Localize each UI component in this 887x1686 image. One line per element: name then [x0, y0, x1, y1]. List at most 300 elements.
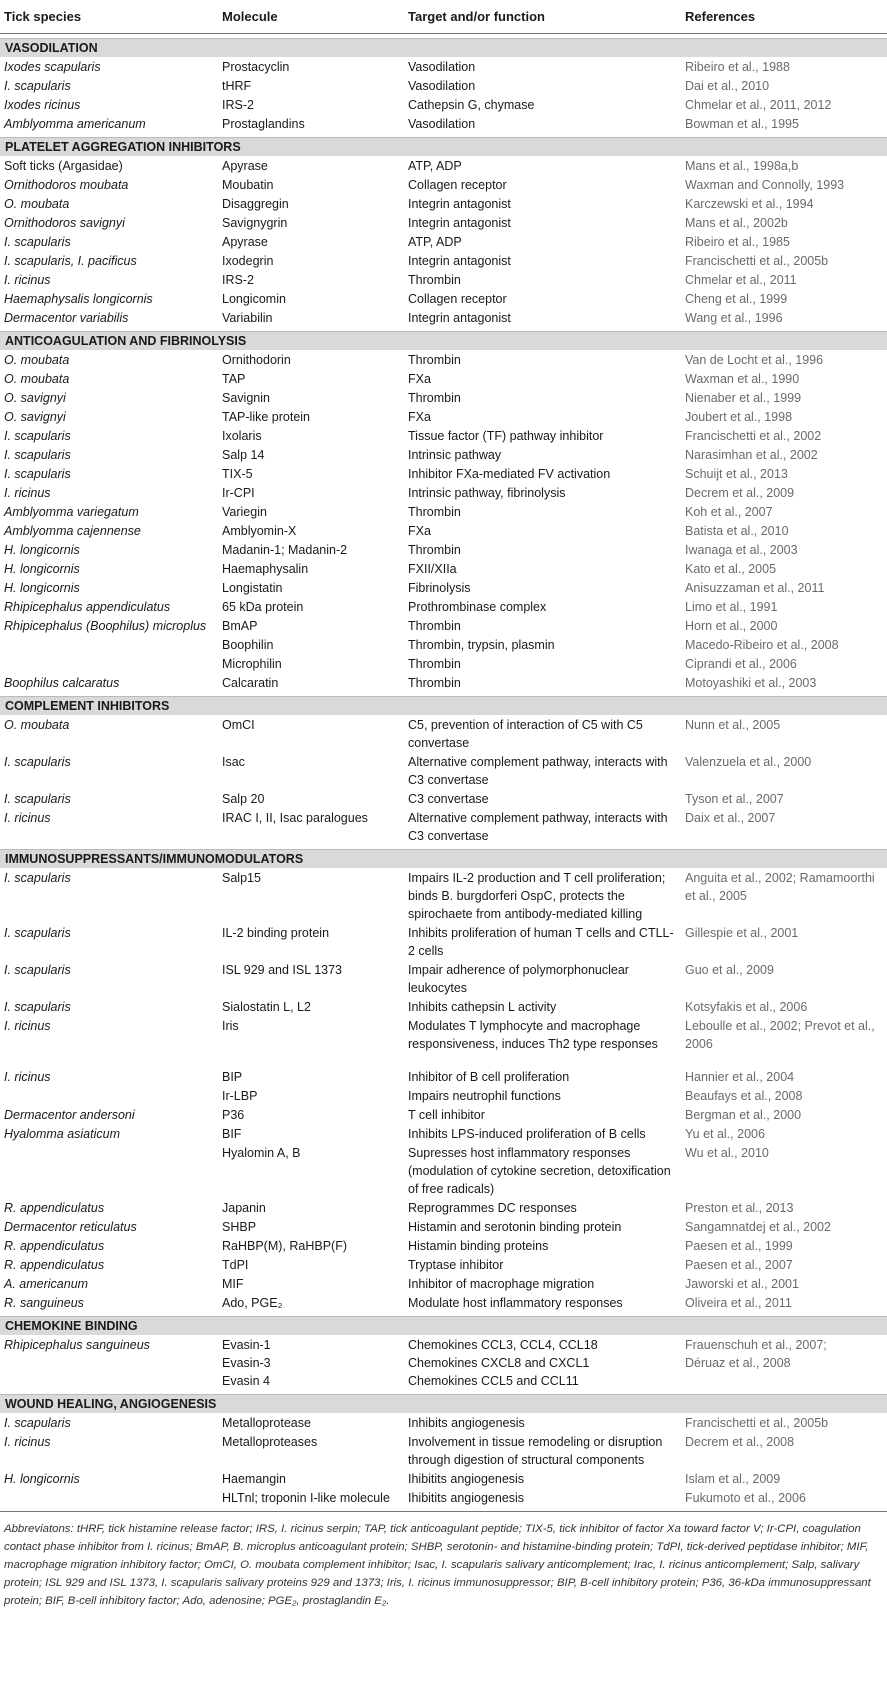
species-cell: Haemaphysalis longicornis — [4, 292, 153, 306]
species-cell: I. scapularis — [4, 79, 71, 93]
table-row — [0, 1274, 887, 1293]
reference-cell: Motoyashiki et al., 2003 — [685, 676, 817, 690]
species-cell: Hyalomma asiaticum — [4, 1127, 121, 1141]
section-heading: VASODILATION — [0, 38, 887, 57]
target-cell: Inhibits angiogenesis — [408, 1416, 525, 1430]
species-cell: Boophilus calcaratus — [4, 676, 120, 690]
table-row — [0, 57, 887, 76]
target-cell: Prothrombinase complex — [408, 600, 547, 614]
species-cell: Ornithodoros moubata — [4, 178, 129, 192]
species-cell — [0, 636, 222, 654]
target-cell: Vasodilation — [408, 60, 476, 74]
table-row — [0, 1372, 887, 1390]
target-cell: ATP, ADP — [408, 235, 462, 249]
target-cell: C3 convertase — [408, 792, 489, 806]
species-cell: H. longicornis — [4, 581, 80, 595]
species-cell: I. ricinus — [4, 273, 51, 287]
reference-cell: Schuijt et al., 2013 — [685, 467, 788, 481]
section-heading: CHEMOKINE BINDING — [0, 1316, 887, 1335]
species-cell: I. scapularis — [4, 429, 71, 443]
species-cell: O. moubata — [4, 353, 70, 367]
species-cell: I. ricinus — [4, 1070, 51, 1084]
table-row — [0, 369, 887, 388]
species-cell: I. scapularis — [4, 963, 71, 977]
target-cell: ATP, ADP — [408, 159, 462, 173]
reference-cell: Ciprandi et al., 2006 — [685, 657, 797, 671]
reference-cell: Frauenschuh et al., 2007; — [685, 1338, 827, 1352]
table-row — [0, 1198, 887, 1217]
species-cell: Ornithodoros savignyi — [4, 216, 125, 230]
reference-cell: Van de Locht et al., 1996 — [685, 353, 824, 367]
molecule-cell: HLTnl; troponin I-like molecule — [222, 1491, 390, 1505]
table-row — [0, 559, 887, 578]
species-cell: R. appendiculatus — [4, 1201, 105, 1215]
species-cell — [0, 1354, 222, 1372]
species-cell: O. savignyi — [4, 391, 66, 405]
table-row — [0, 95, 887, 114]
species-cell: Soft ticks (Argasidae) — [4, 159, 123, 173]
reference-cell: Jaworski et al., 2001 — [685, 1277, 799, 1291]
reference-cell: Bergman et al., 2000 — [685, 1108, 802, 1122]
molecule-cell: Metalloproteases — [222, 1435, 318, 1449]
reference-cell: Bowman et al., 1995 — [685, 117, 799, 131]
table-row — [0, 1105, 887, 1124]
table-row — [0, 464, 887, 483]
table-row — [0, 1335, 887, 1354]
species-cell: Amblyomma variegatum — [4, 505, 139, 519]
reference-cell — [685, 1372, 887, 1390]
table-row — [0, 673, 887, 692]
target-cell: Thrombin — [408, 391, 461, 405]
table-row — [0, 616, 887, 635]
target-cell: Integrin antagonist — [408, 311, 511, 325]
target-cell: Histamin binding proteins — [408, 1239, 549, 1253]
table-row — [0, 1067, 887, 1086]
molecule-cell: BIP — [222, 1070, 243, 1084]
molecule-cell: Longicomin — [222, 292, 286, 306]
species-cell: H. longicornis — [4, 562, 80, 576]
table-row — [0, 654, 887, 673]
reference-cell: Guo et al., 2009 — [685, 963, 774, 977]
species-cell — [0, 1489, 222, 1507]
section-heading: IMMUNOSUPPRESSANTS/IMMUNOMODULATORS — [0, 849, 887, 868]
species-cell: Ixodes ricinus — [4, 98, 81, 112]
reference-cell: Iwanaga et al., 2003 — [685, 543, 798, 557]
target-cell: Vasodilation — [408, 117, 476, 131]
reference-cell: Anguita et al., 2002; Ramamoorthi et al., 2005 — [685, 871, 875, 903]
species-cell: Rhipicephalus sanguineus — [4, 1338, 150, 1352]
table-row — [0, 175, 887, 194]
target-cell: Alternative complement pathway, interacts with C3 convertase — [408, 811, 668, 843]
header-tick-species: Tick species — [4, 9, 82, 24]
target-cell: Tissue factor (TF) pathway inhibitor — [408, 429, 604, 443]
species-cell: R. appendiculatus — [4, 1258, 105, 1272]
target-cell: Integrin antagonist — [408, 197, 511, 211]
target-cell: Cathepsin G, chymase — [408, 98, 535, 112]
molecule-cell: 65 kDa protein — [222, 600, 304, 614]
target-cell: Ihibitits angiogenesis — [408, 1472, 525, 1486]
species-cell — [0, 1087, 222, 1105]
reference-cell: Yu et al., 2006 — [685, 1127, 765, 1141]
table-row — [0, 521, 887, 540]
table-row — [0, 1086, 887, 1105]
table-row — [0, 1016, 887, 1053]
molecule-cell: Salp 20 — [222, 792, 265, 806]
header-target-function: Target and/or function — [408, 9, 545, 24]
reference-cell: Valenzuela et al., 2000 — [685, 755, 812, 769]
target-cell: Histamin and serotonin binding protein — [408, 1220, 622, 1234]
molecule-cell: IL-2 binding protein — [222, 926, 330, 940]
table-row — [0, 715, 887, 752]
species-cell: Amblyomma americanum — [4, 117, 146, 131]
species-cell: I. scapularis — [4, 792, 71, 806]
molecule-cell: Salp 14 — [222, 448, 265, 462]
molecule-cell: MIF — [222, 1277, 244, 1291]
species-cell: I. ricinus — [4, 486, 51, 500]
molecule-cell: Calcaratin — [222, 676, 279, 690]
species-cell: I. ricinus — [4, 1019, 51, 1033]
table-row — [0, 156, 887, 175]
molecule-cell: Moubatin — [222, 178, 274, 192]
table-row — [0, 868, 887, 923]
target-cell: Thrombin — [408, 657, 461, 671]
target-cell: Inhibits LPS-induced proliferation of B cells — [408, 1127, 646, 1141]
species-cell: I. scapularis — [4, 235, 71, 249]
table-row — [0, 114, 887, 133]
table-row — [0, 1255, 887, 1274]
reference-cell: Chmelar et al., 2011, 2012 — [685, 98, 832, 112]
molecule-cell: Iris — [222, 1019, 239, 1033]
table-row — [0, 540, 887, 559]
species-cell: I. scapularis — [4, 1000, 71, 1014]
species-cell: Dermacentor andersoni — [4, 1108, 135, 1122]
molecule-cell: Japanin — [222, 1201, 266, 1215]
reference-cell: Paesen et al., 1999 — [685, 1239, 793, 1253]
molecule-cell: Ixodegrin — [222, 254, 274, 268]
molecule-cell: Apyrase — [222, 235, 268, 249]
target-cell: Thrombin — [408, 619, 461, 633]
table-row — [0, 578, 887, 597]
molecule-cell: BmAP — [222, 619, 258, 633]
molecule-cell: Haemaphysalin — [222, 562, 309, 576]
table-row — [0, 1413, 887, 1432]
target-cell: Supresses host inflammatory responses (modulation of cytokine secretion, detoxification of free radicals) — [408, 1146, 671, 1196]
molecule-cell: IRAC I, II, Isac paralogues — [222, 811, 368, 825]
reference-cell: Batista et al., 2010 — [685, 524, 789, 538]
molecule-cell: BIF — [222, 1127, 242, 1141]
table-row — [0, 213, 887, 232]
table-row — [0, 426, 887, 445]
target-cell: Alternative complement pathway, interacts with C3 convertase — [408, 755, 668, 787]
reference-cell: Limo et al., 1991 — [685, 600, 778, 614]
molecule-cell: TdPI — [222, 1258, 249, 1272]
table-row — [0, 445, 887, 464]
species-cell: I. scapularis — [4, 1416, 71, 1430]
table-body — [0, 38, 887, 1507]
reference-cell: Daix et al., 2007 — [685, 811, 776, 825]
header-references: References — [685, 9, 756, 24]
molecule-cell: Microphilin — [222, 657, 282, 671]
target-cell: Involvement in tissue remodeling or disruption through digestion of structural components — [408, 1435, 663, 1467]
table-row — [0, 76, 887, 95]
table-row — [0, 483, 887, 502]
molecule-cell: Evasin 4 — [222, 1374, 270, 1388]
table-row — [0, 1354, 887, 1372]
species-cell: I. scapularis — [4, 871, 71, 885]
target-cell: Inhibitor FXa-mediated FV activation — [408, 467, 611, 481]
target-cell: Fibrinolysis — [408, 581, 471, 595]
target-cell: Impairs IL-2 production and T cell proliferation; binds B. burgdorferi OspC, protects the spirochaete from antibody-mediated killing — [408, 871, 666, 921]
reference-cell: Beaufays et al., 2008 — [685, 1089, 803, 1103]
target-cell: FXII/XIIa — [408, 562, 457, 576]
target-cell: Vasodilation — [408, 79, 476, 93]
section-heading: WOUND HEALING, ANGIOGENESIS — [0, 1394, 887, 1413]
table-row — [0, 597, 887, 616]
species-cell: Rhipicephalus (Boophilus) microplus — [4, 619, 207, 633]
target-cell: Inhibits cathepsin L activity — [408, 1000, 557, 1014]
reference-cell: Kato et al., 2005 — [685, 562, 777, 576]
target-cell: Modulates T lymphocyte and macrophage responsiveness, induces Th2 type responses — [408, 1019, 658, 1051]
table-row — [0, 308, 887, 327]
table-row — [0, 1124, 887, 1143]
reference-cell: Wu et al., 2010 — [685, 1146, 769, 1160]
reference-cell: Chmelar et al., 2011 — [685, 273, 797, 287]
table-row — [0, 270, 887, 289]
species-cell — [0, 1372, 222, 1390]
molecule-cell: Disaggregin — [222, 197, 289, 211]
target-cell: T cell inhibitor — [408, 1108, 485, 1122]
reference-cell: Nunn et al., 2005 — [685, 718, 781, 732]
reference-cell: Koh et al., 2007 — [685, 505, 773, 519]
molecule-cell: RaHBP(M), RaHBP(F) — [222, 1239, 348, 1253]
molecule-cell: Hyalomin A, B — [222, 1146, 301, 1160]
molecule-cell: OmCI — [222, 718, 255, 732]
table-row — [0, 194, 887, 213]
molecule-cell: Prostaglandins — [222, 117, 305, 131]
molecule-cell: Savignygrin — [222, 216, 288, 230]
species-cell: R. sanguineus — [4, 1296, 84, 1310]
reference-cell: Dai et al., 2010 — [685, 79, 770, 93]
table-row — [0, 232, 887, 251]
molecule-cell: Ir-CPI — [222, 486, 255, 500]
reference-cell: Macedo-Ribeiro et al., 2008 — [685, 638, 839, 652]
section-heading: ANTICOAGULATION AND FIBRINOLYSIS — [0, 331, 887, 350]
target-cell: FXa — [408, 372, 431, 386]
species-cell: O. moubata — [4, 718, 70, 732]
reference-cell: Anisuzzaman et al., 2011 — [685, 581, 825, 595]
reference-cell: Tyson et al., 2007 — [685, 792, 784, 806]
table-row — [0, 789, 887, 808]
reference-cell: Francischetti et al., 2005b — [685, 1416, 829, 1430]
table-row — [0, 752, 887, 789]
species-cell: O. moubata — [4, 372, 70, 386]
species-cell: A. americanum — [4, 1277, 89, 1291]
molecule-cell: Madanin-1; Madanin-2 — [222, 543, 348, 557]
molecule-cell: TAP — [222, 372, 246, 386]
species-cell: Ixodes scapularis — [4, 60, 101, 74]
table-row — [0, 997, 887, 1016]
reference-cell: Waxman et al., 1990 — [685, 372, 800, 386]
reference-cell: Francischetti et al., 2005b — [685, 254, 829, 268]
target-cell: Inhibitor of macrophage migration — [408, 1277, 595, 1291]
molecule-cell: Ornithodorin — [222, 353, 291, 367]
molecule-cell: TIX-5 — [222, 467, 253, 481]
reference-cell: Horn et al., 2000 — [685, 619, 778, 633]
reference-cell: Mans et al., 2002b — [685, 216, 788, 230]
molecule-cell: Variabilin — [222, 311, 273, 325]
reference-cell: Déruaz et al., 2008 — [685, 1356, 791, 1370]
target-cell: Inhibits proliferation of human T cells and CTLL-2 cells — [408, 926, 674, 958]
species-cell: H. longicornis — [4, 543, 80, 557]
target-cell: Chemokines CCL5 and CCL11 — [408, 1374, 579, 1388]
target-cell: Impairs neutrophil functions — [408, 1089, 561, 1103]
table-row — [0, 388, 887, 407]
molecule-cell: tHRF — [222, 79, 252, 93]
target-cell: Thrombin — [408, 676, 461, 690]
table-row — [0, 923, 887, 960]
species-cell: I. scapularis — [4, 926, 71, 940]
target-cell: Thrombin — [408, 505, 461, 519]
species-cell: O. moubata — [4, 197, 70, 211]
species-cell: I. ricinus — [4, 1435, 51, 1449]
molecule-cell: IRS-2 — [222, 273, 254, 287]
table-row — [0, 1469, 887, 1488]
table-row — [0, 350, 887, 369]
molecule-cell: Ir-LBP — [222, 1089, 258, 1103]
target-cell: Collagen receptor — [408, 178, 507, 192]
molecule-cell: Variegin — [222, 505, 267, 519]
target-cell: Thrombin — [408, 543, 461, 557]
target-cell: Intrinsic pathway — [408, 448, 502, 462]
table-row — [0, 251, 887, 270]
target-cell: Thrombin — [408, 353, 461, 367]
molecule-cell: Isac — [222, 755, 245, 769]
molecule-cell: Boophilin — [222, 638, 274, 652]
table-row — [0, 635, 887, 654]
target-cell: Impair adherence of polymorphonuclear leukocytes — [408, 963, 629, 995]
molecule-cell: P36 — [222, 1108, 245, 1122]
target-cell: Reprogrammes DC responses — [408, 1201, 577, 1215]
table-row — [0, 1217, 887, 1236]
reference-cell: Leboulle et al., 2002; Prevot et al., 2006 — [685, 1019, 875, 1051]
table-row — [0, 289, 887, 308]
species-cell: R. appendiculatus — [4, 1239, 105, 1253]
species-cell: I. scapularis — [4, 755, 71, 769]
header-molecule: Molecule — [222, 9, 278, 24]
species-cell: Rhipicephalus appendiculatus — [4, 600, 171, 614]
reference-cell: Hannier et al., 2004 — [685, 1070, 795, 1084]
table-row — [0, 1432, 887, 1469]
reference-cell: Oliveira et al., 2011 — [685, 1296, 792, 1310]
molecule-cell: Prostacyclin — [222, 60, 290, 74]
molecule-cell: Apyrase — [222, 159, 268, 173]
target-cell: FXa — [408, 524, 431, 538]
target-cell: Thrombin, trypsin, plasmin — [408, 638, 555, 652]
target-cell: Collagen receptor — [408, 292, 507, 306]
species-cell: Dermacentor reticulatus — [4, 1220, 137, 1234]
reference-cell: Decrem et al., 2009 — [685, 486, 795, 500]
reference-cell: Sangamnatdej et al., 2002 — [685, 1220, 831, 1234]
target-cell: Inhibitor of B cell proliferation — [408, 1070, 570, 1084]
section-heading: COMPLEMENT INHIBITORS — [0, 696, 887, 715]
reference-cell: Kotsyfakis et al., 2006 — [685, 1000, 808, 1014]
species-cell — [0, 655, 222, 673]
reference-cell: Francischetti et al., 2002 — [685, 429, 822, 443]
molecule-cell: Evasin-3 — [222, 1356, 271, 1370]
target-cell: Integrin antagonist — [408, 216, 511, 230]
reference-cell: Ribeiro et al., 1985 — [685, 235, 790, 249]
molecule-cell: Metalloprotease — [222, 1416, 311, 1430]
reference-cell: Decrem et al., 2008 — [685, 1435, 795, 1449]
row-spacer — [0, 1053, 887, 1067]
table-row — [0, 502, 887, 521]
molecule-cell: Evasin-1 — [222, 1338, 271, 1352]
reference-cell: Fukumoto et al., 2006 — [685, 1491, 806, 1505]
table-row — [0, 407, 887, 426]
target-cell: FXa — [408, 410, 431, 424]
footnote: Abbreviatons: tHRF, tick histamine release factor; IRS, I. ricinus serpin; TAP, tick anticoagulant peptide; TIX-5, tick inhibitor of factor Xa toward factor V; Ir-CPI, coagulation contact phase inhibitor from I. ricinus; BmAP, B. microplus anticoagulant protein; SHBP, serotonin- and histamine-binding protein; TdPI, tick-derived peptidase inhibitor; MIF, macrophage migration inhibitory factor; OmCI, O. moubata complement inhibitor; Isac, I. scapularis salivary anticomplement; Irac, I. ricinus anticomplement; Salp, salivary protein; ISL 929 and ISL 1373, I. scapularis salivary proteins 929 and 1373; Iris, I. ricinus immunosuppressor; BIP, B-cell inhibitory protein; P36, 36-kDa immunosuppressant protein; BIF, B-cell inhibitory factor; Ado, adenosine; PGE₂, prostaglandin E₂. — [0, 1511, 887, 1610]
species-cell: I. scapularis — [4, 448, 71, 462]
species-cell: I. scapularis, I. pacificus — [4, 254, 137, 268]
reference-cell: Mans et al., 1998a,b — [685, 159, 799, 173]
molecule-cell: Ixolaris — [222, 429, 262, 443]
molecule-cell: Sialostatin L, L2 — [222, 1000, 311, 1014]
table-row — [0, 1293, 887, 1312]
species-cell — [0, 1144, 222, 1198]
reference-cell: Preston et al., 2013 — [685, 1201, 794, 1215]
molecule-cell: ISL 929 and ISL 1373 — [222, 963, 343, 977]
molecule-cell: Longistatin — [222, 581, 283, 595]
table-row — [0, 808, 887, 845]
reference-cell: Narasimhan et al., 2002 — [685, 448, 818, 462]
species-cell: O. savignyi — [4, 410, 66, 424]
molecule-cell: TAP-like protein — [222, 410, 310, 424]
target-cell: Ihibitits angiogenesis — [408, 1491, 525, 1505]
reference-cell: Joubert et al., 1998 — [685, 410, 793, 424]
section-heading: PLATELET AGGREGATION INHIBITORS — [0, 137, 887, 156]
molecule-cell: IRS-2 — [222, 98, 254, 112]
table-row — [0, 1488, 887, 1507]
molecule-cell: Savignin — [222, 391, 270, 405]
reference-cell: Karczewski et al., 1994 — [685, 197, 814, 211]
target-cell: Integrin antagonist — [408, 254, 511, 268]
target-cell: Intrinsic pathway, fibrinolysis — [408, 486, 566, 500]
target-cell: Thrombin — [408, 273, 461, 287]
table-row — [0, 960, 887, 997]
species-cell: Dermacentor variabilis — [4, 311, 129, 325]
molecule-cell: Haemangin — [222, 1472, 286, 1486]
target-cell: Chemokines CXCL8 and CXCL1 — [408, 1356, 590, 1370]
reference-cell: Nienaber et al., 1999 — [685, 391, 802, 405]
reference-cell: Cheng et al., 1999 — [685, 292, 788, 306]
target-cell: Modulate host inflammatory responses — [408, 1296, 623, 1310]
reference-cell: Wang et al., 1996 — [685, 311, 783, 325]
reference-cell: Ribeiro et al., 1988 — [685, 60, 790, 74]
molecule-cell: Ado, PGE₂ — [222, 1296, 283, 1310]
target-cell: Chemokines CCL3, CCL4, CCL18 — [408, 1338, 598, 1352]
molecule-cell: Amblyomin-X — [222, 524, 297, 538]
target-cell: Tryptase inhibitor — [408, 1258, 504, 1272]
reference-cell: Waxman and Connolly, 1993 — [685, 178, 845, 192]
reference-cell: Gillespie et al., 2001 — [685, 926, 799, 940]
species-cell: I. ricinus — [4, 811, 51, 825]
table-header — [0, 0, 887, 34]
species-cell: I. scapularis — [4, 467, 71, 481]
molecule-cell: SHBP — [222, 1220, 257, 1234]
reference-cell: Paesen et al., 2007 — [685, 1258, 793, 1272]
target-cell: C5, prevention of interaction of C5 with C5 convertase — [408, 718, 643, 750]
table-row — [0, 1236, 887, 1255]
